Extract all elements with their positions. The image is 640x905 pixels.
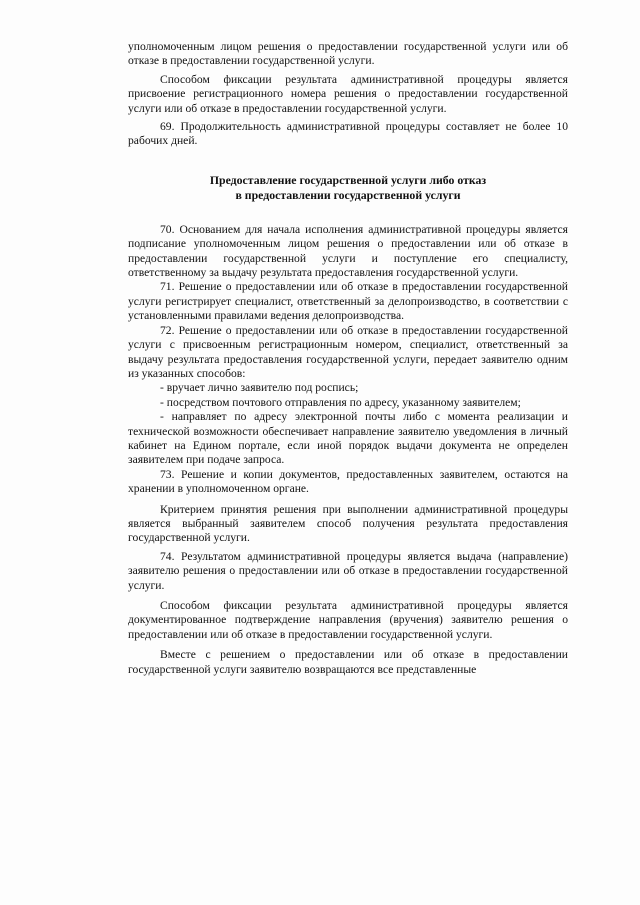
document-body: [128, 40, 568, 677]
paragraph-70: 70. Основанием для начала исполнения административной процедуры является подписание уполномоченным лицом решения о предоставлении или об отказе в предоставлении государственной услуги и поступление его специалисту, ответственному за выдачу результата предоставления государственной услуги.: [128, 222, 568, 280]
paragraph-continuation: уполномоченным лицом решения о предоставлении государственной услуги или об отказе в предоставлении государственной услуги.: [128, 40, 568, 68]
paragraph-69: 69. Продолжительность административной процедуры составляет не более 10 рабочих дней.: [128, 120, 568, 148]
list-item-electronic: - направляет по адресу электронной почты либо с момента реализации и технической возможности обеспечивает направление заявителю уведомления в личный кабинет на Едином портале, если иной порядок выдачи документа не определен заявителем при подаче запроса.: [128, 410, 568, 467]
list-item-by-post: - посредством почтового отправления по адресу, указанному заявителем;: [160, 395, 521, 409]
paragraph-fixation-method: Способом фиксации результата административной процедуры является присвоение регистрационного номера решения о предоставлении государственной услуги или об отказе в предоставлении государственной услуги.: [128, 72, 568, 115]
paragraph-fixation-method-2: Способом фиксации результата административной процедуры является документированное подтверждение направления (вручения) заявителю решения о предоставлении или об отказе в предоставлении государственной услуги.: [128, 599, 568, 641]
paragraph-documents-return: Вместе с решением о предоставлении или об отказе в предоставлении государственной услуги заявителю возвращаются все представленные: [128, 648, 568, 676]
paragraph-decision-criterion: Критерием принятия решения при выполнении административной процедуры является выбранный заявителем способ получения результата предоставления государственной услуги.: [128, 502, 568, 545]
paragraph-73: 73. Решение и копии документов, предоставленных заявителем, остаются на хранении в уполномоченном органе.: [128, 467, 568, 496]
section-heading-line-1: Предоставление государственной услуги либо отказ: [209, 172, 487, 187]
paragraph-74: 74. Результатом административной процедуры является выдача (направление) заявителю решения о предоставлении или об отказе в предоставлении государственной услуги.: [128, 549, 568, 592]
section-heading: [128, 173, 568, 203]
list-item-in-person: - вручает лично заявителю под роспись;: [160, 381, 359, 395]
paragraph-72: 72. Решение о предоставлении или об отказе в предоставлении государственной услуги с присвоенным регистрационным номером, специалист, ответственный за выдачу результата предоставления государственной услуги, передает заявителю одним из указанных способов:: [128, 323, 568, 380]
paragraph-71: 71. Решение о предоставлении или об отказе в предоставлении государственной услуги регистрирует специалист, ответственный за делопроизводство, в соответствии с установленными правилами ведения делопроизводства.: [128, 280, 568, 323]
section-heading-line-2: в предоставлении государственной услуги: [235, 187, 461, 202]
